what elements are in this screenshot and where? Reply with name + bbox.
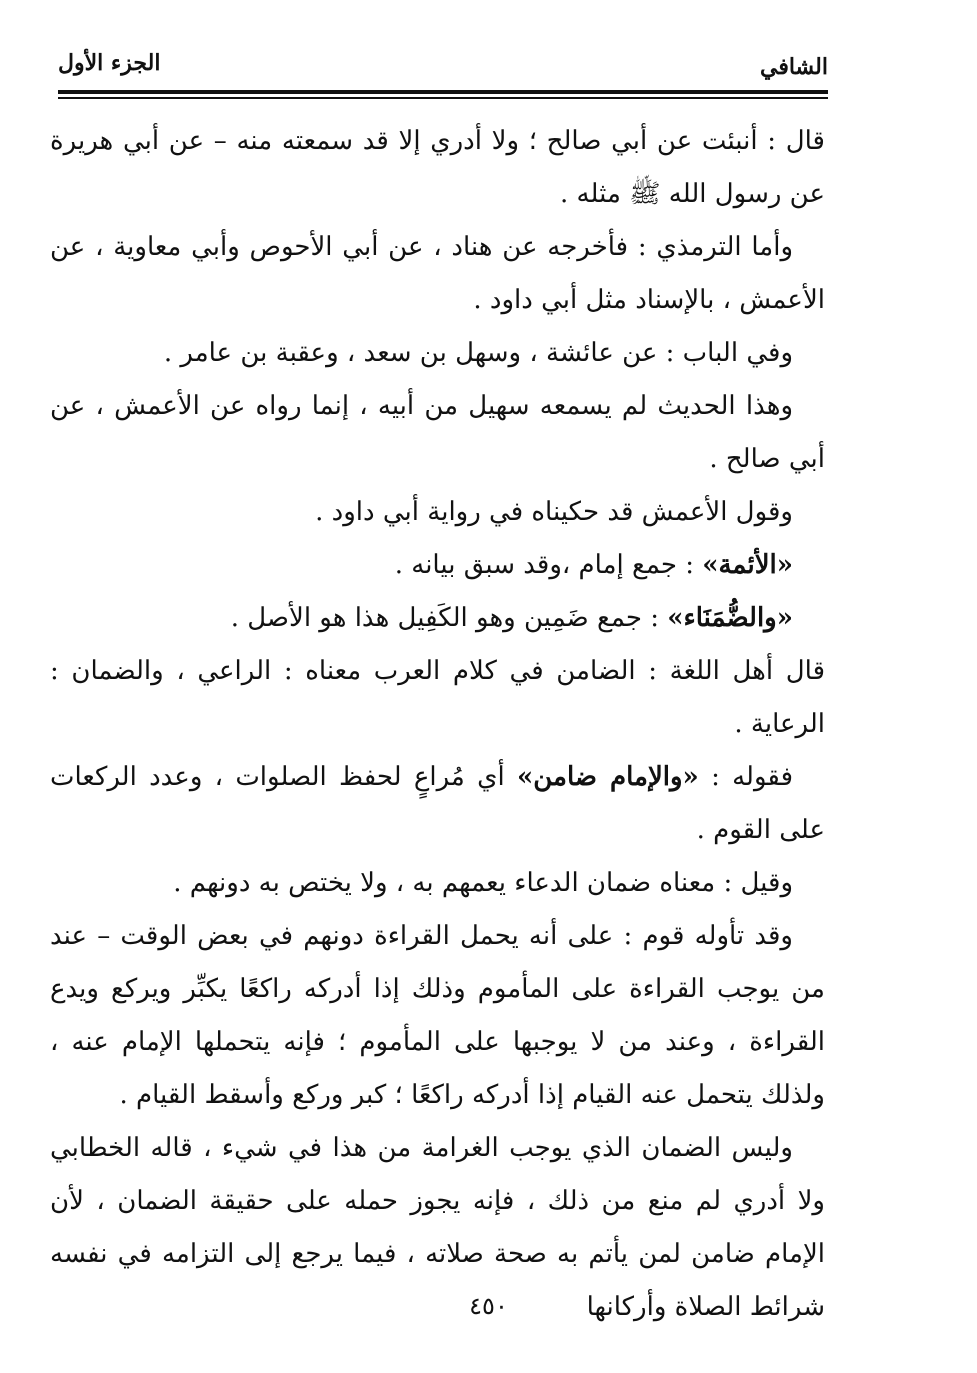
paragraph-text: قال أهل اللغة : الضامن في كلام العرب معناه : الراعي ، والضمان : الرعاية . bbox=[50, 656, 825, 739]
paragraph-text: وقيل : معناه ضمان الدعاء يعمهم به ، ولا يختص به دونهم . bbox=[173, 868, 793, 898]
paragraph bbox=[50, 592, 825, 645]
paragraph bbox=[50, 486, 825, 539]
page-number: ٤٥٠ bbox=[469, 1292, 508, 1320]
paragraph bbox=[50, 751, 825, 857]
header-rule-thin bbox=[58, 97, 828, 99]
paragraph bbox=[50, 115, 825, 221]
paragraph-text: وليس الضمان الذي يوجب الغرامة من هذا في شيء ، قاله الخطابي ولا أدري لم منع من ذلك ، فإنه يجوز حمله على حقيقة الضمان ، لأن الإمام ضامن لمن يأتم به صحة صلاته ، فيما يرجع إلى التزامه في نفسه شرائط الصلاة وأركانها bbox=[50, 1133, 825, 1322]
paragraph-text: قال : أنبئت عن أبي صالح ؛ ولا أدري إلا قد سمعته منه – عن أبي هريرة عن رسول الله ﷺ مثله . bbox=[50, 126, 825, 209]
paragraph bbox=[50, 857, 825, 910]
paragraph-text: وقد تأوله قوم : على أنه يحمل القراءة دونهم في بعض الوقت – عند من يوجب القراءة على المأموم وذلك إذا أدركه راكعًا يكبِّر ويركع ويدع القراءة ، وعند من لا يوجبها على المأموم ؛ فإنه يتحملها الإمام عنه ، ولذلك يتحمل عنه القيام إذا أدركه راكعًا ؛ كبر وركع وأسقط القيام . bbox=[50, 921, 825, 1110]
running-header bbox=[58, 50, 828, 90]
glossary-term: «والإمام ضامن» bbox=[516, 762, 699, 792]
paragraph bbox=[50, 221, 825, 327]
glossary-term: «والضُّمَنَاء» bbox=[667, 603, 793, 633]
paragraph-text: : جمع إمام ،وقد سبق بيانه . bbox=[394, 550, 703, 580]
body-text bbox=[50, 115, 825, 1334]
paragraph-text: وفي الباب : عن عائشة ، وسهل بن سعد ، وعقبة بن عامر . bbox=[163, 338, 793, 368]
header-book-title: الشافي bbox=[760, 54, 828, 80]
paragraph-text: وقول الأعمش قد حكيناه في رواية أبي داود . bbox=[315, 497, 793, 527]
paragraph-text: أي مُراعٍ لحفظ الصلوات ، وعدد الركعات على القوم . bbox=[50, 762, 825, 845]
paragraph bbox=[50, 327, 825, 380]
header-volume-label: الجزء الأول bbox=[58, 50, 161, 76]
paragraph-text: وأما الترمذي : فأخرجه عن هناد ، عن أبي الأحوص وأبي معاوية ، عن الأعمش ، بالإسناد مثل أبي داود . bbox=[50, 232, 825, 315]
paragraph-text: : جمع ضَمِين وهو الكَفِيل هذا هو الأصل . bbox=[230, 603, 668, 633]
paragraph bbox=[50, 645, 825, 751]
glossary-term: «الأئمة» bbox=[702, 550, 793, 580]
paragraph-text: وهذا الحديث لم يسمعه سهيل من أبيه ، إنما رواه عن الأعمش ، عن أبي صالح . bbox=[50, 391, 825, 474]
paragraph-lead: فقوله : bbox=[698, 762, 793, 792]
paragraph bbox=[50, 910, 825, 1122]
paragraph bbox=[50, 380, 825, 486]
paragraph bbox=[50, 539, 825, 592]
header-rule-thick bbox=[58, 90, 828, 94]
